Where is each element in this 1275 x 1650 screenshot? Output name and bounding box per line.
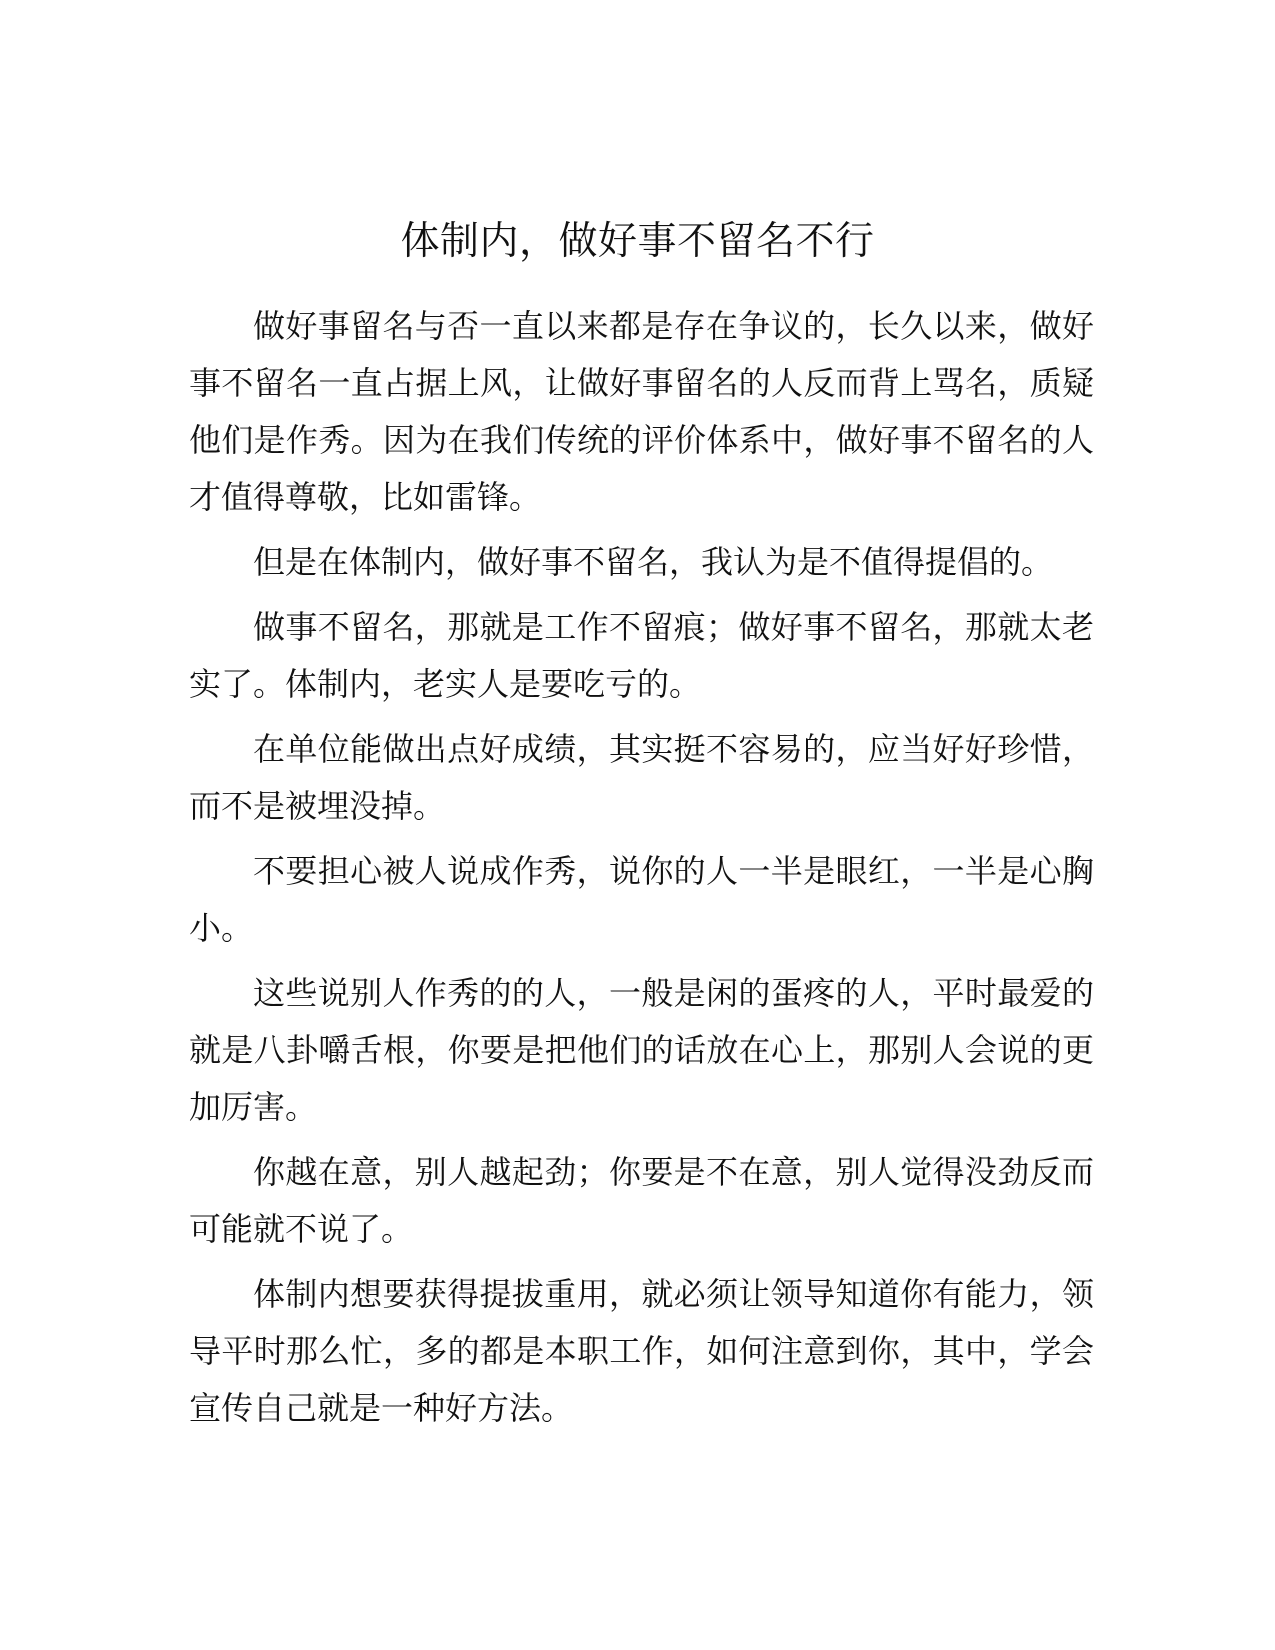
paragraph: 做好事留名与否一直以来都是存在争议的，长久以来，做好事不留名一直占据上风，让做好事留名的人反而背上骂名，质疑他们是作秀。因为在我们传统的评价体系中，做好事不留名的人才值得尊敬，比如雷锋。 xyxy=(189,307,1094,516)
paragraph: 这些说别人作秀的的人，一般是闲的蛋疼的人，平时最爱的就是八卦嚼舌根，你要是把他们的话放在心上，那别人会说的更加厉害。 xyxy=(189,974,1094,1126)
document-title: 体制内，做好事不留名不行 xyxy=(400,219,875,264)
paragraph: 体制内想要获得提拔重用，就必须让领导知道你有能力，领导平时那么忙，多的都是本职工作，如何注意到你，其中，学会宣传自己就是一种好方法。 xyxy=(189,1275,1094,1427)
paragraph: 在单位能做出点好成绩，其实挺不容易的，应当好好珍惜，而不是被埋没掉。 xyxy=(189,730,1094,825)
paragraph: 但是在体制内，做好事不留名，我认为是不值得提倡的。 xyxy=(253,543,1054,581)
paragraph: 不要担心被人说成作秀，说你的人一半是眼红，一半是心胸小。 xyxy=(189,852,1094,947)
document-body xyxy=(189,298,1094,1445)
paragraph: 你越在意，别人越起劲；你要是不在意，别人觉得没劲反而可能就不说了。 xyxy=(189,1153,1094,1248)
paragraph: 做事不留名，那就是工作不留痕；做好事不留名，那就太老实了。体制内，老实人是要吃亏的。 xyxy=(189,608,1094,703)
